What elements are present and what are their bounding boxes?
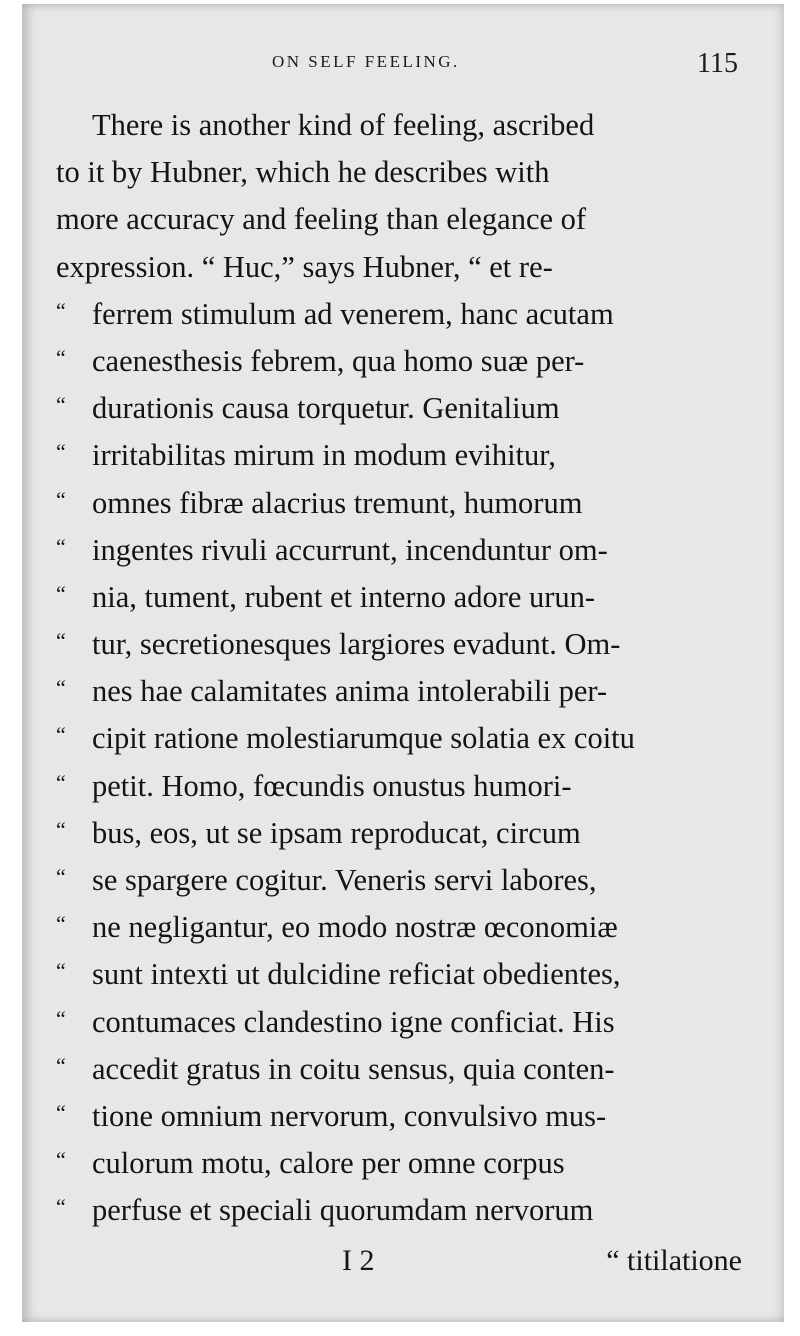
quotation-mark: “	[56, 344, 66, 370]
quoted-text-line	[56, 857, 772, 904]
quotation-mark: “	[56, 1005, 66, 1031]
quotation-mark: “	[56, 769, 66, 795]
quoted-text-line	[56, 432, 772, 479]
quotation-mark: “	[56, 1099, 66, 1125]
line-text: There is another kind of feeling, ascribed	[92, 108, 595, 142]
quotation-mark: “	[56, 864, 66, 889]
quoted-text-line	[56, 480, 772, 527]
quotation-mark: “	[56, 580, 66, 606]
line-text: accedit gratus in coitu sensus, quia conten-	[92, 1051, 615, 1086]
line-text: se spargere cogitur. Veneris servi labores,	[92, 863, 597, 897]
page-footer	[22, 1244, 784, 1294]
text-line	[56, 244, 772, 291]
quoted-text-line	[56, 1093, 772, 1140]
page-number: 115	[697, 48, 738, 79]
line-text: omnes fibræ alacrius tremunt, humorum	[92, 485, 583, 520]
quotation-mark: “	[56, 1052, 66, 1078]
page-header	[22, 48, 784, 84]
book-page	[22, 4, 784, 1322]
line-text: durationis causa torquetur. Genitalium	[92, 391, 560, 426]
quoted-text-line	[56, 810, 772, 857]
quotation-mark: “	[56, 533, 66, 559]
quoted-text-line	[56, 1046, 772, 1093]
line-text: more accuracy and feeling than elegance of	[56, 202, 587, 237]
line-text: perfuse et speciali quorumdam nervorum	[92, 1193, 594, 1228]
text-line	[56, 196, 772, 243]
line-text: bus, eos, ut se ipsam reproducat, circum	[92, 815, 581, 850]
quoted-text-line	[56, 999, 772, 1046]
quotation-mark: “	[56, 628, 66, 654]
line-text: tione omnium nervorum, convulsivo mus-	[92, 1098, 607, 1133]
line-text: caenesthesis febrem, qua homo suæ per-	[92, 343, 585, 378]
quotation-mark: “	[56, 1147, 66, 1173]
quotation-mark: “	[56, 816, 66, 842]
line-text: ferrem stimulum ad venerem, hanc acutam	[92, 296, 614, 331]
body-text	[56, 102, 772, 1235]
quotation-mark: “	[56, 486, 66, 512]
quoted-text-line	[56, 527, 772, 574]
line-text: nia, tument, rubent et interno adore urun-	[92, 579, 596, 614]
quoted-text-line	[56, 291, 772, 338]
line-text: ingentes rivuli accurrunt, incenduntur om-	[92, 532, 608, 567]
quotation-mark: “	[56, 439, 66, 465]
quoted-text-line	[56, 574, 772, 621]
quoted-text-line	[56, 763, 772, 810]
line-text: petit. Homo, fœcundis onustus humori-	[92, 768, 572, 803]
signature-mark: I 2	[342, 1244, 375, 1277]
line-text: sunt intexti ut dulcidine reficiat obedientes,	[92, 957, 621, 992]
quotation-mark: “	[56, 722, 66, 748]
quoted-text-line	[56, 668, 772, 715]
quoted-text-line	[56, 951, 772, 998]
quotation-mark: “	[56, 297, 66, 323]
quoted-text-line	[56, 715, 772, 762]
quotation-mark: “	[56, 675, 66, 701]
line-text: ne negligantur, eo modo nostræ œconomiæ	[92, 910, 618, 945]
quoted-text-line	[56, 385, 772, 432]
text-line	[56, 149, 772, 196]
quotation-mark: “	[56, 958, 66, 984]
line-text: cipit ratione molestiarumque solatia ex coitu	[92, 721, 635, 756]
quoted-text-line	[56, 338, 772, 385]
line-text: to it by Hubner, which he describes with	[56, 155, 550, 190]
running-title: ON SELF FEELING.	[272, 52, 460, 71]
quoted-text-line	[56, 1140, 772, 1187]
quotation-mark: “	[56, 392, 66, 418]
line-text: contumaces clandestino igne conficiat. His	[92, 1004, 615, 1039]
quoted-text-line	[56, 1187, 772, 1234]
line-text: irritabilitas mirum in modum evihitur,	[92, 438, 556, 473]
text-line	[56, 102, 772, 149]
line-text: nes hae calamitates anima intolerabili per-	[92, 674, 608, 709]
quotation-mark: “	[56, 1194, 66, 1220]
line-text: expression. “ Huc,” says Hubner, “ et re-	[56, 249, 553, 284]
catchword: “ titilatione	[606, 1244, 742, 1277]
quoted-text-line	[56, 621, 772, 668]
line-text: tur, secretionesques largiores evadunt. Om-	[92, 627, 621, 662]
quotation-mark: “	[56, 911, 66, 937]
quoted-text-line	[56, 904, 772, 951]
line-text: culorum motu, calore per omne corpus	[92, 1146, 565, 1181]
